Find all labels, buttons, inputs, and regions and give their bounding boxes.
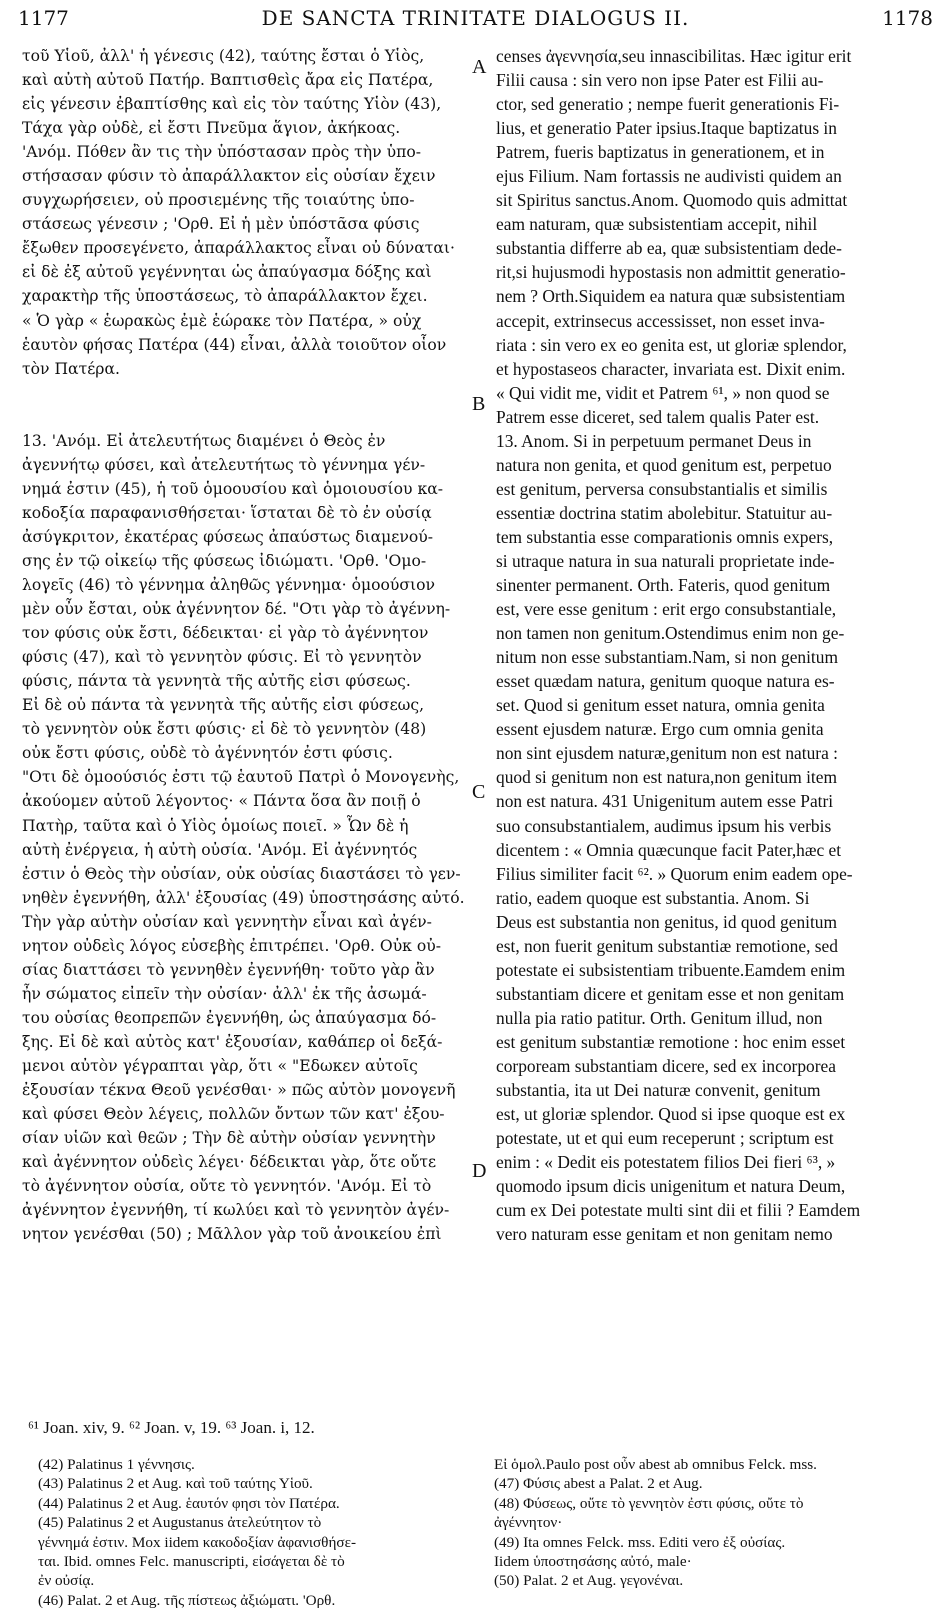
latin-text-line: dicentem : « Omnia quæcunque facit Pater,hæc et (496, 839, 842, 860)
greek-text-line (22, 405, 470, 429)
greek-text-line: ἦν σώματος εἰπεῖν τὴν οὐσίαν· ἀλλ' ἐκ τῆς ἀσωμά- (22, 984, 427, 1003)
greek-text-line: ἑαυτὸν φήσας Πατέρα (44) εἶναι, ἀλλὰ τοιοῦτον οἷον (22, 335, 447, 354)
greek-text-line: τοῦ Υἱοῦ, ἀλλ' ἡ γένεσις (42), ταύτης ἔσται ὁ Υἱὸς, (22, 47, 425, 65)
greek-text-line: χαρακτὴρ τῆς ὑποστάσεως, τὸ ἀπαράλλακτον ἔχει. (22, 287, 428, 306)
greek-text-line: "Οτι δὲ ὁμοούσιός ἐστι τῷ ἑαυτοῦ Πατρὶ ὁ Μονογενὴς, (22, 768, 460, 787)
latin-text-line: essentiæ doctrina statim abolebitur. Statuitur au- (496, 502, 833, 523)
greek-text-line: ἀσύγκριτον, ἑκατέρας φύσεως ἀπαύστως διαμενού- (22, 527, 434, 546)
greek-text-line: Πατὴρ, ταῦτα καὶ ὁ Υἱὸς ὁμοίως ποιεῖ. » Ὧν δὲ ἡ (22, 816, 409, 835)
footnote-line: (46) Palat. 2 et Aug. τῆς πίστεως ἀξιώματι. 'Ορθ. (38, 1591, 336, 1609)
latin-text-line: et hypostaseos character, invariata est. Dixit enim. (496, 358, 846, 379)
greek-text-line: νημά ἐστιν (45), ἡ τοῦ ὁμοουσίου καὶ ὁμοιουσίου κα- (22, 479, 444, 498)
footnote-line: Εἰ ὁμολ.Paulo post οὖν abest ab omnibus Felck. mss. (494, 1456, 817, 1473)
greek-text-line: τὸ ἀγέννητον οὐσία, οὔτε τὸ γεννητόν. 'Ανόμ. Εἰ τὸ (22, 1177, 432, 1196)
latin-text-line: suo consubstantialem, audimus ipsum his verbis (496, 815, 832, 836)
latin-text-line: esset quædam natura, genitum quoque natura es- (496, 671, 835, 692)
greek-text-line: αὐτὴ ἐνέργεια, ἡ αὐτὴ οὐσία. 'Ανόμ. Εἰ ἀγέννητός (22, 840, 418, 859)
latin-text-line: corpoream substantiam dicere, sed ex incorporea (496, 1055, 836, 1076)
greek-text-line: συγχωρήσειεν, οὐ προσιεμένης τῆς τοιαύτης ὑπο- (22, 191, 415, 210)
latin-text-line: vero naturam esse genitam et non genitam nemo (496, 1224, 833, 1245)
greek-text-line: Τὴν γὰρ αὐτὴν οὐσίαν καὶ γεννητὴν εἶναι καὶ ἀγέν- (22, 912, 432, 931)
footnotes-left (38, 1455, 356, 1610)
greek-text-line: του οὐσίας θεοπρεπῶν ἐγεννήθη, ὡς ἀπαύγασμα δό- (22, 1008, 437, 1027)
latin-text-line: rit,si hujusmodi hypostasis non admittit generatio- (496, 262, 846, 283)
latin-text-line: natura non genita, et quod genitum est, perpetuo (496, 454, 832, 475)
section-marker-a: A (472, 56, 487, 78)
latin-text-line: « Qui vidit me, vidit et Patrem ⁶¹, » non quod se (496, 382, 830, 403)
footnotes-right (494, 1455, 817, 1591)
latin-text-line: est genitum, perversa consubstantialis et similis (496, 478, 828, 499)
greek-text-line: στάσεως γένεσιν ; 'Ορθ. Εἰ ἡ μὲν ὑπόστᾶσα φύσις (22, 215, 420, 234)
greek-text-line: κοδοξία παραφανισθήσεται· ἵσταται δὲ τὸ ἐν οὐσίᾳ (22, 503, 432, 522)
greek-text-line: καὶ αὐτὴ αὐτοῦ Πατήρ. Βαπτισθεὶς ἄρα εἰς Πατέρα, (22, 71, 434, 90)
greek-text-line: ἐστιν ὁ Θεὸς τὴν οὐσίαν, οὐκ οὐσίας διαστάσει τὸ γεν- (22, 864, 461, 883)
latin-text-line: substantia, ita ut Dei naturæ convenit, genitum (496, 1080, 821, 1101)
latin-text-line: Patrem, fueris baptizatus in generationem, et in (496, 142, 825, 163)
latin-text-line: accepit, extrinsecus accessisset, non esset inva- (496, 310, 825, 331)
latin-text-line: non est natura. 431 Unigenitum autem esse Patri (496, 791, 834, 812)
page-header (18, 6, 933, 38)
section-marker-d: D (472, 1160, 487, 1182)
latin-text-line: censes ἀγεννησία,seu innascibilitas. Hæc igitur erit (496, 46, 852, 66)
greek-column (22, 44, 470, 1246)
latin-text-line: eam naturam, quæ subsistentiam accepit, nihil (496, 214, 818, 235)
greek-text-line: καὶ ἀγέννητον οὐδεὶς λέγει· δέδεικται γὰρ, ὅτε οὔτε (22, 1153, 437, 1172)
footnote-line: ἐν οὐσίᾳ. (38, 1572, 95, 1590)
footnote-line: (47) Φύσις abest a Palat. 2 et Aug. (494, 1475, 703, 1493)
latin-text-line: enim : « Dedit eis potestatem filios Dei fieri ⁶³, » (496, 1152, 836, 1173)
latin-text-line: ctor, sed generatio ; nempe fuerit generationis Fi- (496, 94, 840, 115)
footnote-line: (42) Palatinus 1 γέννησις. (38, 1456, 195, 1473)
greek-text-line: νηθὲν ἐγεννήθη, ἀλλ' ἐξουσίας (49) ὑποστησάσης αὐτό. (22, 888, 465, 907)
footnote-line: ται. Ibid. omnes Felc. manuscripti, εἰσάγεται δὲ τὸ (38, 1552, 345, 1570)
latin-text-line: Filius similiter facit ⁶². » Quorum enim eadem ope- (496, 863, 853, 884)
greek-text-line: ἀκούομεν αὐτοῦ λέγοντος· « Πάντα ὅσα ἂν ποιῇ ὁ (22, 792, 421, 811)
latin-text-line: potestate ei subsistentiam tribuente.Eamdem enim (496, 959, 846, 980)
footnote-line: (50) Palat. 2 et Aug. γεγονέναι. (494, 1572, 684, 1590)
footnote-line: (43) Palatinus 2 et Aug. καὶ τοῦ ταύτης Υἱοῦ. (38, 1475, 313, 1493)
latin-text-line: sit Spiritus sanctus.Anom. Quomodo quis admittat (496, 190, 848, 211)
latin-text-line: quomodo ipsum dicis unigenitum et natura Deum, (496, 1176, 846, 1197)
latin-text-line: nitum non esse substantiam.Nam, si non genitum (496, 647, 838, 668)
latin-text-line: riata : sin vero ex eo genita est, ut gloriæ splendor, (496, 334, 847, 355)
latin-text-line: substantiam dicere et genitam esse et non genitam (496, 983, 845, 1004)
latin-text-line: potestate, ut et qui eum receperunt ; scriptum est (496, 1128, 834, 1149)
section-marker-c: C (472, 781, 486, 803)
greek-text-line: ἐξουσίαν τέκνα Θεοῦ γενέσθαι· » πῶς αὐτὸν μονογενῆ (22, 1081, 456, 1100)
footnote-line: (45) Palatinus 2 et Augustanus ἀτελεύτητον τὸ (38, 1514, 322, 1532)
latin-text-line: set. Quod si genitum esset natura, omnia genita (496, 695, 825, 716)
latin-text-line: tem substantia esse comparationis omnis expers, (496, 526, 834, 547)
greek-text-line: εἰ δὲ ἐξ αὐτοῦ γεγέννηται ὡς ἀπαύγασμα δόξης καὶ (22, 263, 432, 282)
greek-text-line: ἔξωθεν προσεγένετο, ἀπαράλλακτος εἶναι οὐ δύναται· (22, 239, 455, 258)
latin-column (496, 44, 936, 1246)
greek-text-line: σίας διαττάσει τὸ γεννηθὲν ἐγεννήθη· τοῦτο γὰρ ἂν (22, 960, 435, 979)
latin-text-line: 13. Anom. Si in perpetuum permanet Deus in (496, 430, 812, 451)
latin-text-line: Deus est substantia non genitus, id quod genitum (496, 911, 838, 932)
greek-text-line: καὶ φύσει Θεὸν λέγεις, πολλῶν ὄντων τῶν κατ' ἐξου- (22, 1105, 445, 1124)
latin-text-line: lius, et generatio Pater ipsius.Itaque baptizatus in (496, 118, 837, 139)
greek-text-line: 13. 'Ανόμ. Εἰ ἀτελευτήτως διαμένει ὁ Θεὸς ἐν (22, 431, 386, 450)
latin-text-line: substantia differre ab ea, quæ subsistentiam dede- (496, 238, 842, 259)
greek-text-line: φύσις (47), καὶ τὸ γεννητὸν φύσις. Εἰ τὸ γεννητὸν (22, 648, 422, 667)
greek-text-line: νητον γενέσθαι (50) ; Μᾶλλον γὰρ τοῦ ἀνοικείου ἐπὶ (22, 1225, 442, 1244)
latin-text-line: non tamen non genitum.Ostendimus enim non ge- (496, 623, 845, 644)
greek-text-line: νητον οὐδεὶς λόγος εὐσεβὴς ἐπιτρέπει. 'Ορθ. Οὐκ οὐ- (22, 936, 442, 955)
latin-text-line: ratio, eadem quoque est substantia. Anom. Si (496, 887, 810, 908)
footnote-line: (48) Φύσεως, οὔτε τὸ γεννητὸν ἐστι φύσις, οὔτε τὸ (494, 1494, 804, 1512)
greek-text-line: φύσις, πάντα τὰ γεννητὰ τῆς αὐτῆς εἰσι φύσεως. (22, 672, 411, 691)
greek-text-line: Εἰ δὲ οὐ πάντα τὰ γεννητὰ τῆς αὐτῆς εἰσι φύσεως, (22, 696, 425, 715)
latin-text-line: est, non fuerit genitum substantiæ remotione, sed (496, 935, 838, 956)
greek-text-line: τὸ γεννητὸν οὐκ ἔστι φύσις· εἰ δὲ τὸ γεννητὸν (48) (22, 720, 427, 739)
latin-text-line: non sint ejusdem naturæ,genitum non est natura : (496, 743, 838, 764)
greek-text-line: σης ἐν τῷ οἰκείῳ τῆς φύσεως ἰδιώματι. 'Ορθ. 'Ομο- (22, 551, 427, 570)
latin-text-line: est genitum substantiæ remotione : hoc enim esset (496, 1031, 846, 1052)
page-number-left: 1177 (18, 6, 69, 30)
greek-text-line: μενοι αὐτὸν γέγραπται γὰρ, ὅτι « "Εδωκεν αὐτοῖς (22, 1056, 418, 1075)
latin-text-line: est, ut gloriæ splendor. Quod si ipse quoque est ex (496, 1104, 846, 1125)
latin-text-line: quod si genitum non est natura,non genitum item (496, 767, 838, 788)
latin-text-line: Filii causa : sin vero non ipse Pater est Filii au- (496, 70, 824, 91)
footnote-line: γέννημά ἐστιν. Mox iidem κακοδοξίαν ἀφανισθήσε- (38, 1533, 357, 1551)
running-title: DE SANCTA TRINITATE DIALOGUS II. (261, 6, 690, 30)
latin-text-line: nem ? Orth.Siquidem ea natura quæ subsistentiam (496, 286, 846, 307)
greek-text-line: τον φύσις οὐκ ἔστι, δέδεικται· εἰ γὰρ τὸ ἀγέννητον (22, 624, 429, 643)
section-marker-b: B (472, 393, 486, 415)
greek-text-line: σίαν υἱῶν καὶ θεῶν ; Τὴν δὲ αὐτὴν οὐσίαν γεννητὴν (22, 1129, 436, 1148)
footnote-line: Iidem ὑποστησάσης αὐτό, male· (494, 1552, 692, 1570)
greek-text-line: τὸν Πατέρα. (22, 359, 120, 378)
greek-text-line: ἀγέννητον ἐγεννήθη, τί κωλύει καὶ τὸ γεννητὸν ἀγέν- (22, 1201, 450, 1220)
greek-text-line: 'Ανόμ. Πόθεν ἂν τις τὴν ὑπόστασαν πρὸς τὴν ὑπο- (22, 143, 421, 162)
greek-text-line: εἰς γένεσιν ἐβαπτίσθης καὶ εἰς τὸν ταύτης Υἱὸν (43), (22, 95, 442, 114)
greek-text-line: ξης. Εἰ δὲ καὶ αὐτὸς κατ' ἐξουσίαν, καθάπερ οἱ δεξά- (22, 1032, 443, 1051)
latin-text-line: ejus Filium. Nam fortassis ne audivisti quidem an (496, 166, 842, 187)
greek-text-line: ἀγεννήτῳ φύσει, καὶ ἀτελευτήτως τὸ γέννημα γέν- (22, 455, 426, 474)
latin-text-line: si utraque natura in sua naturali proprietate inde- (496, 550, 835, 571)
footnote-line: ἀγέννητον· (494, 1514, 563, 1532)
page-number-right: 1178 (882, 6, 933, 30)
latin-text-line: nulla pia ratio patitur. Orth. Genitum illud, non (496, 1007, 823, 1028)
footnote-line: (49) Ita omnes Felck. mss. Editi vero ἐξ οὐσίας. (494, 1533, 786, 1551)
scripture-references: ⁶¹ Joan. xiv, 9. ⁶² Joan. v, 19. ⁶³ Joan. i, 12. (28, 1418, 315, 1437)
footnote-line: (44) Palatinus 2 et Aug. ἑαυτόν φησι τὸν Πατέρα. (38, 1494, 340, 1512)
greek-text-line: στήσασαν φύσιν τὸ ἀπαράλλακτον εἰς οὐσίαν ἔχειν (22, 167, 436, 186)
greek-text-line: λογεῖς (46) τὸ γέννημα ἀληθῶς γέννημα· ὁμοούσιον (22, 576, 435, 595)
greek-text-line: Τάχα γὰρ οὐδὲ, εἰ ἔστι Πνεῦμα ἅγιον, ἀκήκοας. (22, 119, 401, 138)
greek-text-line: « Ὁ γὰρ « ἑωρακὼς ἐμὲ ἑώρακε τὸν Πατέρα, » οὐχ (22, 311, 422, 330)
greek-text-line: οὐκ ἔστι φύσις, οὐδὲ τὸ ἀγέννητόν ἐστι φύσις. (22, 744, 393, 763)
latin-text-line: est, vere esse genitum : erit ergo consubstantiale, (496, 599, 837, 620)
latin-text-line: essent ejusdem naturæ. Ergo cum omnia genita (496, 719, 824, 740)
latin-text-line: sinenter permanent. Orth. Fateris, quod genitum (496, 575, 831, 596)
greek-text-line (22, 381, 470, 405)
greek-text-line: μὲν οὖν ἔσται, οὐκ ἀγέννητον δέ. "Οτι γὰρ τὸ ἀγέννη- (22, 600, 451, 619)
latin-text-line: Patrem esse diceret, sed talem qualis Pater est. (496, 406, 820, 427)
latin-text-line: cum ex Dei potestate multi sint dii et filii ? Eamdem (496, 1200, 861, 1221)
